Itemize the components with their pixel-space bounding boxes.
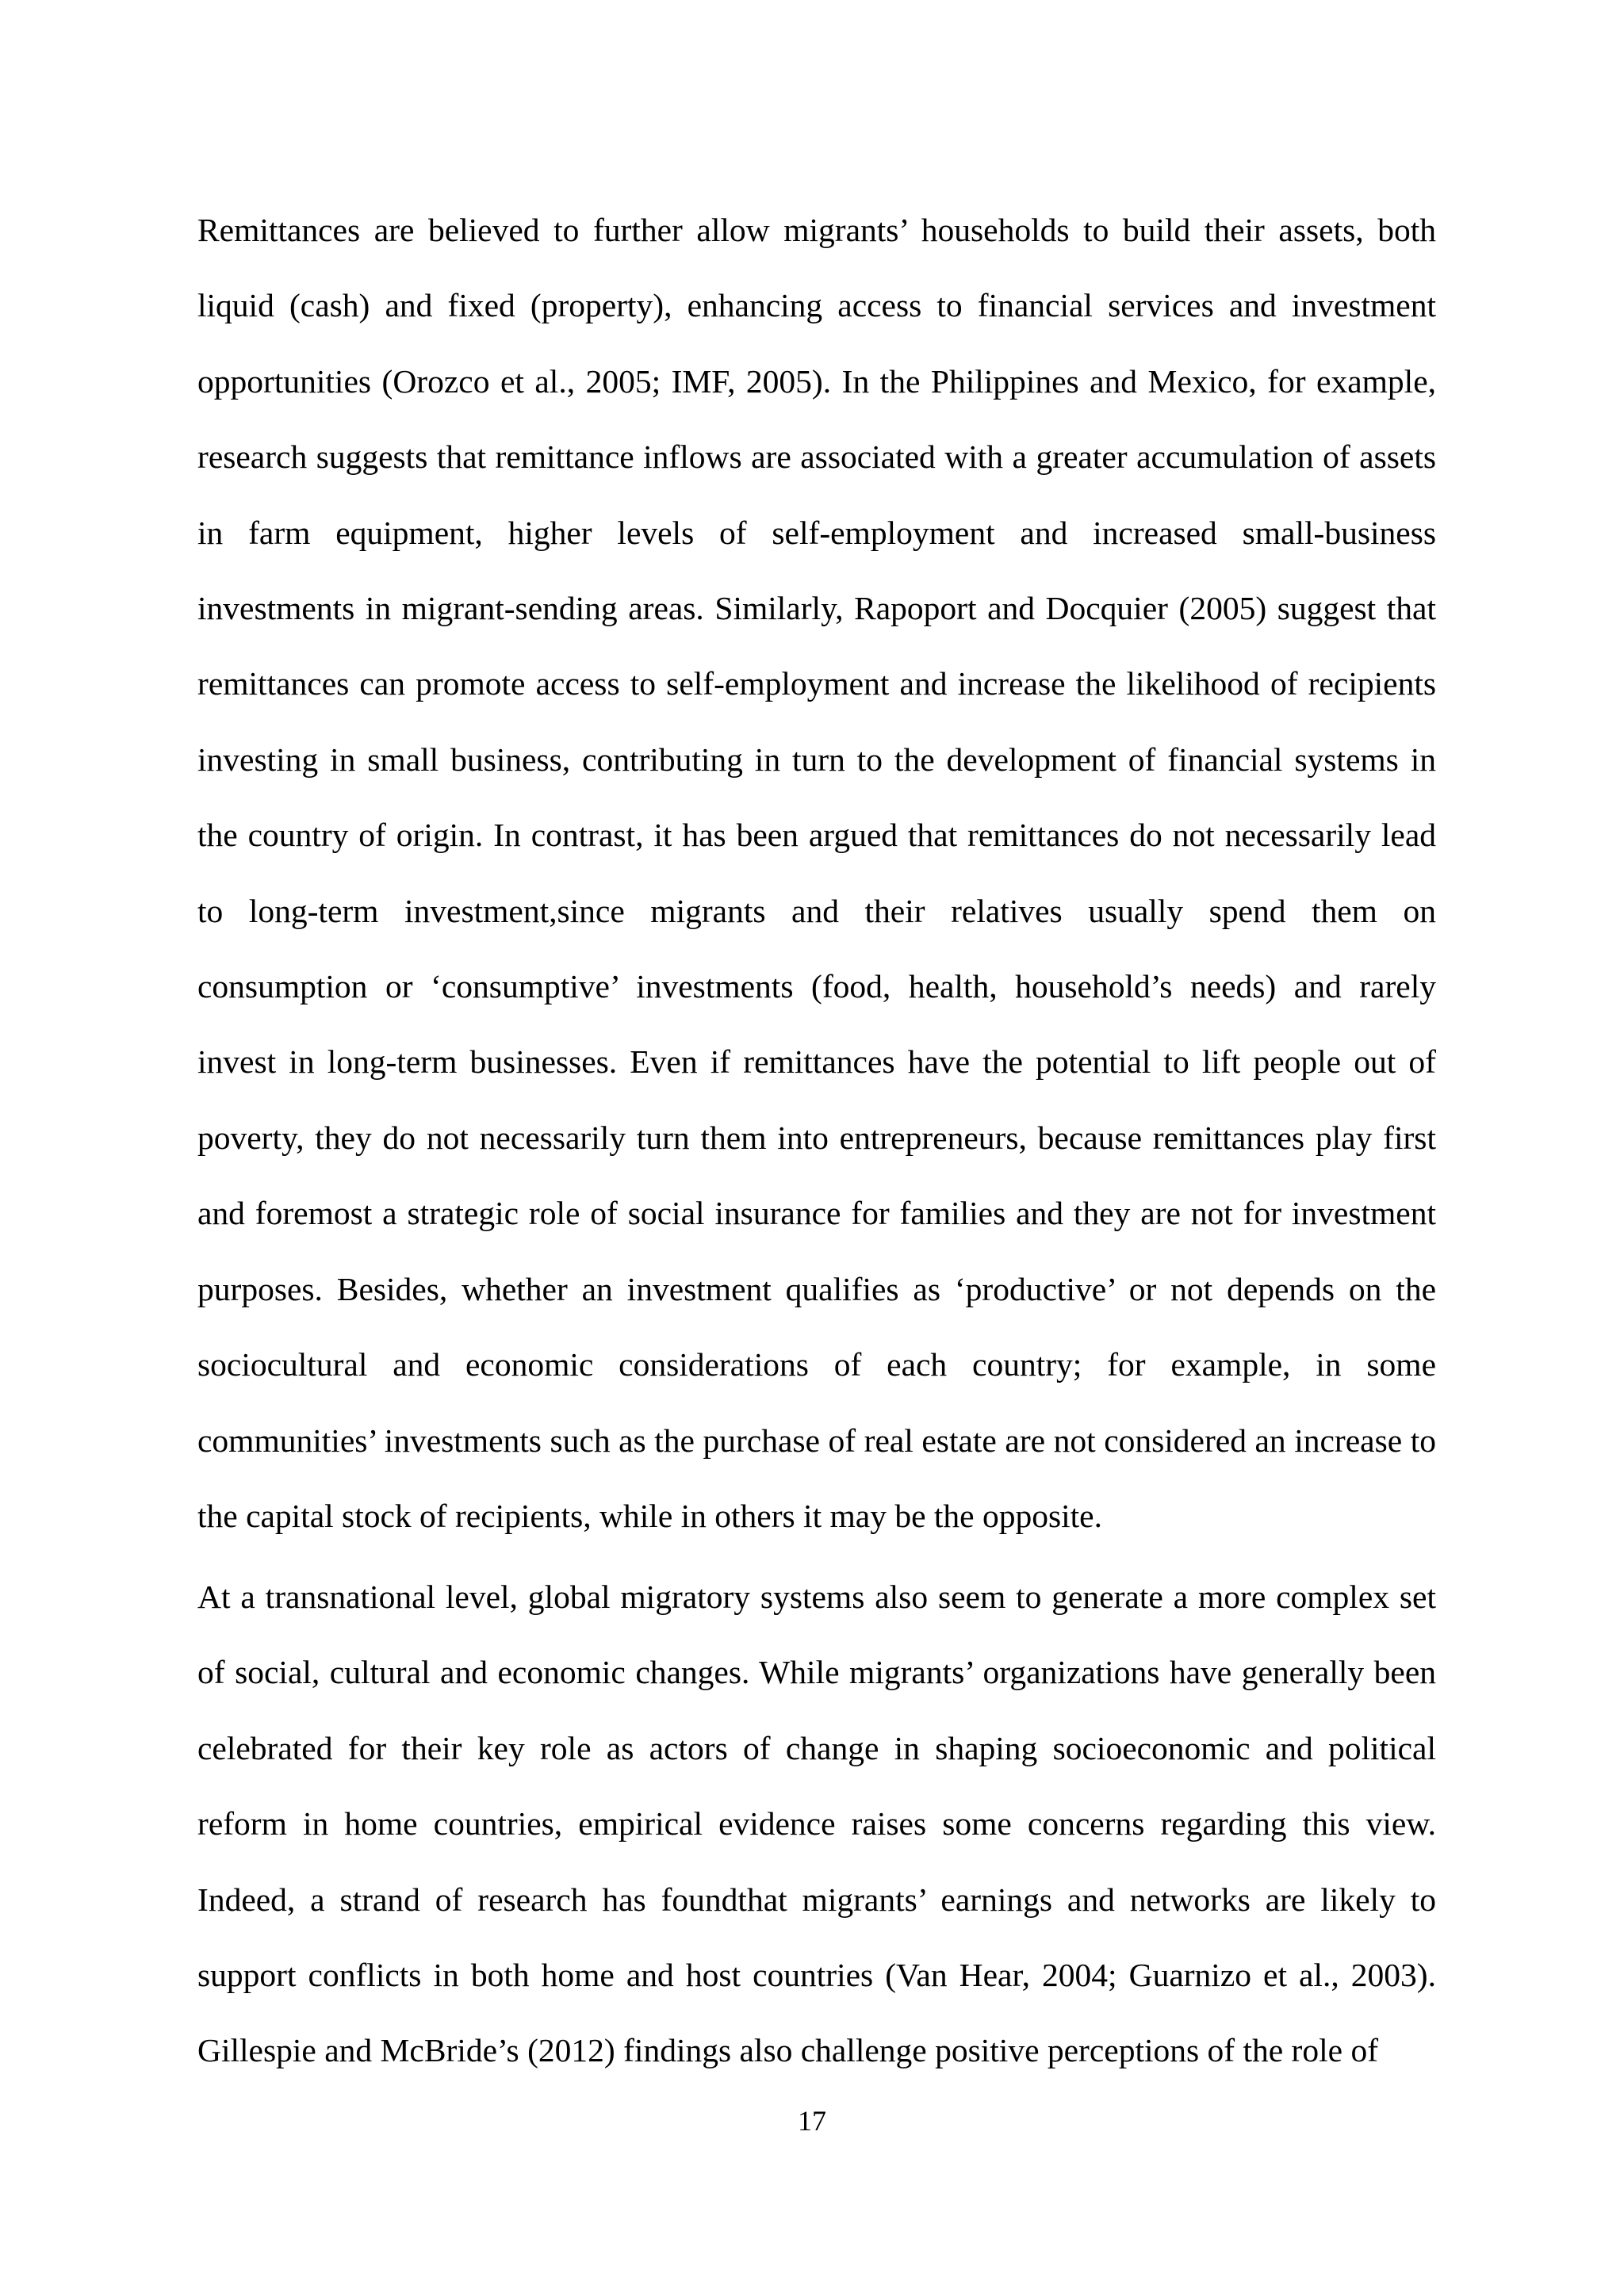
page-number: 17 bbox=[798, 2105, 826, 2137]
body-text-block-1 bbox=[197, 193, 1436, 1554]
body-text-block-2 bbox=[197, 1559, 1436, 2089]
paragraph-transnational-level: At a transnational level, global migratory systems also seem to generate a more complex set of social, cultural and economic changes. While migrants’ organizations have generally been celebrated for their key role as actors of change in shaping socioeconomic and political reform in home countries, empirical evidence raises some concerns regarding this view. Indeed, a strand of research has foundthat migrants’ earnings and networks are likely to support conflicts in both home and host countries (Van Hear, 2004; Guarnizo et al., 2003). Gillespie and McBride’s (2012) findings also challenge positive perceptions of the role of bbox=[197, 1578, 1436, 2069]
paragraph-remittances-assets: Remittances are believed to further allow migrants’ households to build their assets, both liquid (cash) and fixed (property), enhancing access to financial services and investment opportunities (Orozco et al., 2005; IMF, 2005). In the Philippines and Mexico, for example, research suggests that remittance inflows are associated with a greater accumulation of assets in farm equipment, higher levels of self-employment and increased small-business investments in migrant-sending areas. Similarly, Rapoport and Docquier (2005) suggest that remittances can promote access to self-employment and increase the likelihood of recipients investing in small business, contributing in turn to the development of financial systems in the country of origin. In contrast, it has been argued that remittances do not necessarily lead to long-term investment,since migrants and their relatives usually spend them on consumption or ‘consumptive’ investments (food, health, household’s needs) and rarely invest in long-term businesses. Even if remittances have the potential to lift people out of poverty, they do not necessarily turn them into entrepreneurs, because remittances play first and foremost a strategic role of social insurance for families and they are not for investment purposes. Besides, whether an investment qualifies as ‘productive’ or not depends on the sociocultural and economic considerations of each country; for example, in some communities’ investments such as the purchase of real estate are not considered an increase to the capital stock of recipients, while in others it may be the opposite. bbox=[197, 212, 1436, 1534]
